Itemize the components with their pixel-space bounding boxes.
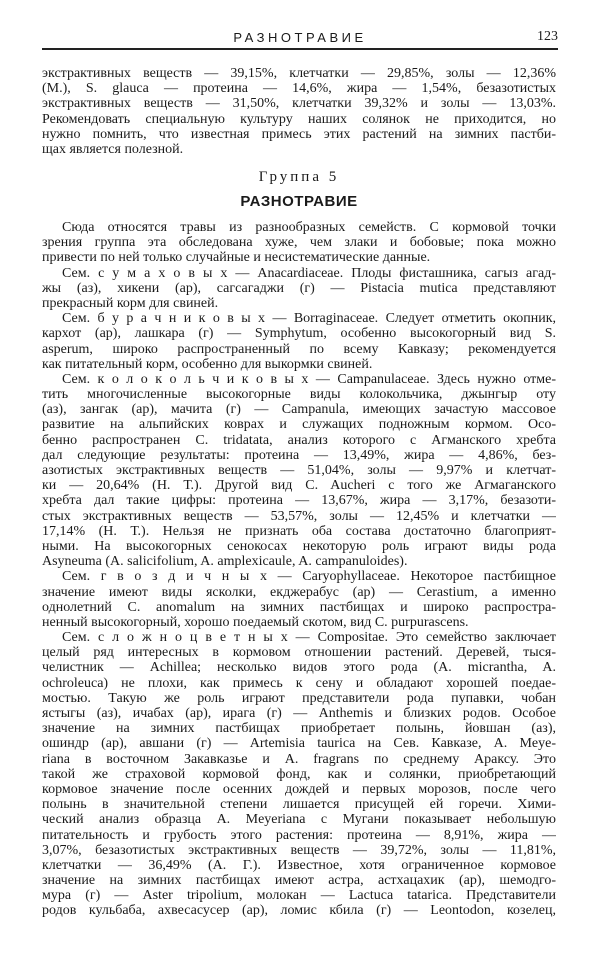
text-line: 17,14% (Н. Т.). Нельзя не признать оба состава достаточно благоприят- [42, 523, 556, 539]
intro-paragraph [42, 66, 556, 157]
text-line: жы (аз), хикени (ар), сагсагаджи (г) — Pistacia mutica представляют [42, 280, 556, 296]
text-line: нужно помнить, что известная примесь этих растений на зимних пастби- [42, 126, 556, 142]
text-line: ястыгы (аз), ичабах (ар), ирага (г) — Anthemis и близких родов. Особое [42, 706, 556, 721]
text-line: Сюда относятся травы из разнообразных семейств. С кормовой точки [62, 220, 556, 235]
text-line: зрения группа эта обследована хуже, чем злаки и бобовые; пока можно [42, 235, 556, 251]
text-line: экстрактивных веществ — 31,50%, клетчатки 39,32% и золы — 13,03%. [42, 96, 556, 112]
text-line: привести по ней только случайные и несистематические данные. [42, 250, 431, 266]
text-line: Сем. с у м а х о в ы х — Anacardiaceae. Плоды фисташника, сагыз агад- [62, 265, 556, 281]
paragraph [42, 311, 556, 372]
text-line: щах является полезной. [42, 141, 184, 157]
text-line: клетчатки — 36,49% (А. Г.). Известное, хотя ограниченное кормовое [42, 857, 556, 873]
page-number: 123 [537, 29, 558, 44]
text-line: челистник — Achillea; несколько видов этого рода (A. micrantha, A. [42, 660, 556, 676]
text-line: Сем. к о л о к о л ь ч и к о в ы х — Campanulaceae. Здесь нужно отме- [62, 371, 556, 387]
text-line: Рекомендовать специальную культуру наших солянок не приходится, но [42, 111, 556, 127]
paragraph [42, 372, 556, 569]
text-line: тить многочисленные высокогорные виды колокольчика, джынгыр оту [42, 387, 556, 403]
text-line: Сем. г в о з д и ч н ы х — Caryophyllaceae. Некоторое пастбищное [62, 569, 556, 585]
text-line: riana в восточном Закавказье и A. fragrans по среднему Араксу. Это [42, 751, 556, 767]
text-line: значение на зимних пастбищах имеют астра, астхацахик (ар), шемодго- [42, 873, 556, 889]
text-line: asperum, широко распространенный по всему Кавказу; рекомендуется [42, 341, 556, 357]
body-text [42, 220, 556, 919]
paragraph [42, 220, 556, 266]
running-header [42, 29, 558, 47]
text-line: ческий анализ образца A. Meyeriana с Мугани показывает небольшую [42, 812, 556, 828]
text-line: значение имеют виды ясколки, екджерабус (ар) — Cerastium, а именно [42, 584, 556, 600]
text-line: ошиндр (ар), авшани (г) — Artemisia taurica на Сев. Кавказе, A. Meye- [42, 736, 556, 752]
text-line: как питательный корм, особенно для выкормки свиней. [42, 356, 373, 372]
text-line: однолетний C. anomalum на зимних пастбищах и широко распростра- [42, 599, 556, 615]
text-line: Сем. б у р а ч н и к о в ы х — Borraginaceae. Следует отметить окопник, [62, 311, 556, 327]
text-line: целый ряд интересных в кормовом отношении растений. Деревей, тыся- [42, 645, 556, 661]
paragraph [42, 569, 556, 630]
text-line: ными. На высокогорных сенокосах некоторую роль играют виды рода [42, 538, 556, 554]
text-line: хребта дал такие цифры: протеина — 13,67%, жира — 3,17%, безазоти- [42, 493, 556, 509]
running-title: РАЗНОТРАВИЕ [233, 30, 367, 45]
text-line: развитие на альпийских коврах и служащих подножным кормом. Осо- [42, 417, 556, 433]
text-line: Сем. с л о ж н о ц в е т н ы х — Compositae. Это семейство заключает [62, 630, 556, 646]
text-line: дал следующие результаты: протеина — 13,49%, жира — 4,86%, без- [42, 447, 556, 463]
text-line: значение на зимних пастбищах приобретает полынь, йовшан (аз), [42, 721, 556, 737]
section-title: РАЗНОТРАВИЕ [240, 193, 358, 210]
text-line: экстрактивных веществ — 39,15%, клетчатки — 29,85%, золы — 12,36% [42, 66, 556, 81]
text-line: мостью. Такую же роль играют представители рода пупавки, чобан [42, 690, 556, 706]
text-line: кархот (ар), лашкара (г) — Symphytum, особенно высокогорный вид S. [42, 326, 556, 342]
text-line: прекрасный корм для свиней. [42, 295, 219, 311]
paragraph [42, 630, 556, 919]
text-line: родов кульбаба, ахвесасусер (ар), ломис кбила (г) — Leontodon, козелец, [42, 903, 556, 919]
text-line: (аз), зангак (ар), мачита (г) — Campanula, имеющих зачастую массовое [42, 402, 556, 418]
text-line: Asyneuma (A. salicifolium, A. amplexicaule, A. campanuloides). [42, 554, 408, 570]
text-line: ненный высокогорный, хорошо поедаемый скотом, вид C. purpurascens. [42, 614, 469, 630]
text-line: питательность и грубость этого растения: протеина — 8,91%, жира — [42, 827, 556, 843]
text-line: такой же страховой кормовой фонд, как и солянки, приобретающий [42, 766, 556, 782]
text-line: кормовое значение после осенних дождей и первых морозов, после чего [42, 781, 556, 797]
paragraph [42, 266, 556, 312]
text-line: (М.), S. glauca — протеина — 14,6%, жира — 1,54%, безазотистых [42, 81, 556, 97]
text-line: азотистых экстрактивных веществ — 51,04%, золы — 9,97% и клетчат- [42, 463, 556, 478]
text-line: ки — 20,64% (Н. Т.). Другой вид C. Aucheri с того же Агмаганского [42, 478, 556, 494]
text-line: 3,07%, безазотистых экстрактивных веществ — 39,72%, золы — 11,81%, [42, 842, 556, 858]
text-line: стых экстрактивных веществ — 53,57%, золы — 12,45% и клетчатки — [42, 508, 556, 524]
group-label: Группа 5 [258, 169, 340, 185]
text-line: ochroleuca) не плохи, как примесь к сену и обладают хорошей поедае- [42, 675, 556, 691]
header-rule [42, 48, 558, 50]
text-line: полынь в значительной степени лишается присущей ей горечи. Хими- [42, 797, 556, 813]
text-line: бенно распространен C. tridatata, анализ которого с Агманского хребта [42, 432, 556, 448]
text-line: мура (г) — Aster tripolium, молокан — Lactuca tatarica. Представители [42, 888, 556, 904]
